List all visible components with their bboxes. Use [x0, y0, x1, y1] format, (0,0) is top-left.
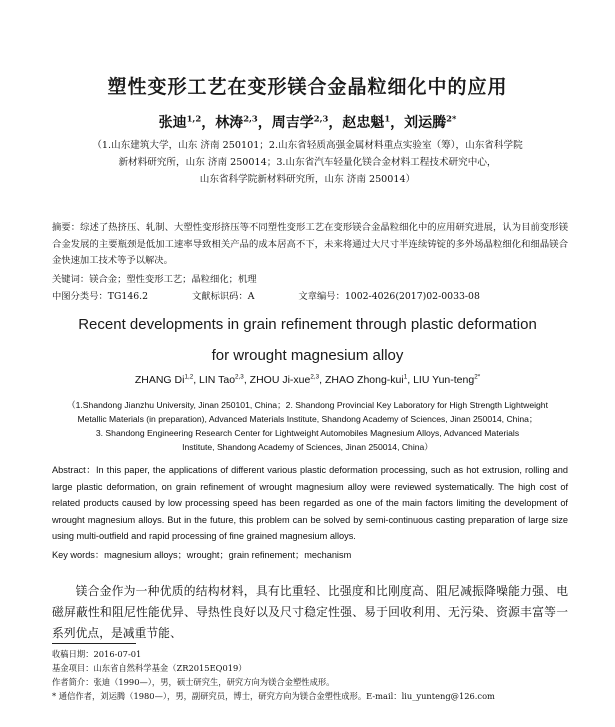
affiliation-line-en: Metallic Materials (in preparation), Advanced Materials Institute, Shandong Academy of Sciences, Jinan 250014, China； — [77, 414, 538, 424]
author-name: ZHANG Di — [134, 374, 185, 386]
footnote-corresponding-author: * 通信作者，刘运腾（1980—），男，副研究员，博士，研究方向为镁合金塑性成形。E-mail：liu_yunteng@126.com — [52, 691, 495, 701]
author-name: LIU Yun-teng — [413, 374, 475, 386]
clc-number: 中图分类号：TG146.2 — [52, 291, 149, 302]
author-affiliation-mark: 2* — [474, 373, 481, 381]
author-list-cn: 张迪$^{1,2}$，林涛$^{2,3}$，周吉学$^{2,3}$，赵忠魁$^1$，刘运腾$^{2*}$ — [158, 113, 457, 131]
author-name: 林涛 — [215, 115, 244, 131]
author-name: 赵忠魁 — [342, 115, 385, 131]
author-list-en: ZHANG Di$^{1,2}$, LIN Tao$^{2,3}$, ZHOU Ji-xue$^{2,3}$, ZHAO Zhong-kui$^1$, LIU Yun-teng$^{2*}$ — [134, 373, 481, 386]
author-name: LIN Tao — [199, 374, 236, 386]
paper-title-cn: 塑性变形工艺在变形镁合金晶粒细化中的应用 — [107, 76, 508, 98]
keywords-cn: 关键词：镁合金；塑性变形工艺；晶粒细化；机理 — [52, 274, 257, 285]
affiliation-line-en: （1.Shandong Jianzhu University, Jinan 250101, China；2. Shandong Provincial Key Laboratory for High Strength Lightweight — [67, 400, 548, 410]
author-affiliation-mark: 2,3 — [310, 373, 320, 381]
footnote-received-date: 收稿日期：2016-07-01 — [52, 649, 142, 659]
author-name: 张迪 — [158, 115, 187, 131]
affiliation-line-cn: 山东省科学院新材料研究所，山东 济南 250014） — [199, 174, 416, 185]
document-code: 文献标识码：A — [191, 291, 255, 302]
keywords-en: Key words：magnesium alloys；wrought；grain refinement；mechanism — [52, 550, 352, 560]
author-affiliation-mark: 2,3 — [313, 113, 329, 124]
article-number: 文章编号：1002-4026(2017)02-0033-08 — [298, 291, 480, 302]
author-name: ZHOU Ji-xue — [249, 374, 311, 386]
author-name: 刘运腾 — [404, 115, 447, 131]
author-affiliation-mark: 2,3 — [243, 113, 258, 124]
abstract-cn: 摘要：综述了热挤压、轧制、大塑性变形挤压等不同塑性变形工艺在变形镁合金晶粒细化中的应用研究进展，认为目前变形镁合金发展的主要瓶颈是低加工速率导致相关产品的成本居高不下，未来将通过大尺寸半连续铸锭的多外场晶粒细化和细晶镁合金快速加工技术等予以解决。 — [52, 222, 568, 266]
author-affiliation-mark: 2,3 — [235, 373, 244, 381]
author-affiliation-mark: 1,2 — [184, 373, 194, 381]
footnote-author-bio: 作者简介：张迪（1990—），男，硕士研究生，研究方向为镁合金塑性成形。 — [52, 677, 335, 687]
footnote-divider — [52, 643, 136, 644]
author-affiliation-mark: 1 — [403, 373, 408, 381]
author-name: ZHAO Zhong-kui — [324, 374, 404, 386]
footnote-funding: 基金项目：山东省自然科学基金（ZR2015EQ019） — [52, 663, 247, 673]
author-affiliation-mark: 1,2 — [186, 113, 202, 124]
affiliation-line-cn: （1.山东建筑大学，山东 济南 250101；2.山东省轻质高强金属材料重点实验室（筹），山东省科学院 — [92, 140, 523, 151]
author-affiliation-mark: 2* — [446, 113, 457, 124]
affiliation-line-en: Institute, Shandong Academy of Sciences, Jinan 250014, China） — [182, 442, 433, 452]
abstract-en: Abstract：In this paper, the applications of different various plastic deformation processing, such as hot extrusion, rolling and large plastic deformation, on grain refinement of wrought magnesium alloy were reviewed systematically. The high cost of related products caused by low processing speed has been regarded as one of the main factors limiting the development of wrought magnesium alloys. But in the future, this problem can be solved by semi-continuous casting preparation of large size using multi-outfield and rapid processing of fine grained magnesium alloys. — [52, 465, 568, 541]
paper-title-en-line-1: Recent developments in grain refinement through plastic deformation — [78, 316, 537, 333]
body-paragraph: 镁合金作为一种优质的结构材料，具有比重轻、比强度和比刚度高、阻尼减振降噪能力强、电磁屏蔽性和阻尼性能优异、导热性良好以及尺寸稳定性强、易于回收利用、无污染、资源丰富等一系列优点，是减重节能、 — [52, 584, 568, 640]
author-affiliation-mark: 1 — [384, 113, 391, 124]
affiliation-line-cn: 新材料研究所，山东 济南 250014；3.山东省汽车轻量化镁合金材料工程技术研究中心， — [118, 157, 497, 168]
paper-title-en-line-2: for wrought magnesium alloy — [211, 347, 404, 364]
author-name: 周吉学 — [271, 115, 314, 131]
affiliation-line-en: 3. Shandong Engineering Research Center for Lightweight Automobiles Magnesium Alloys, Advanced Materials — [95, 428, 520, 438]
classification-line — [52, 288, 568, 302]
